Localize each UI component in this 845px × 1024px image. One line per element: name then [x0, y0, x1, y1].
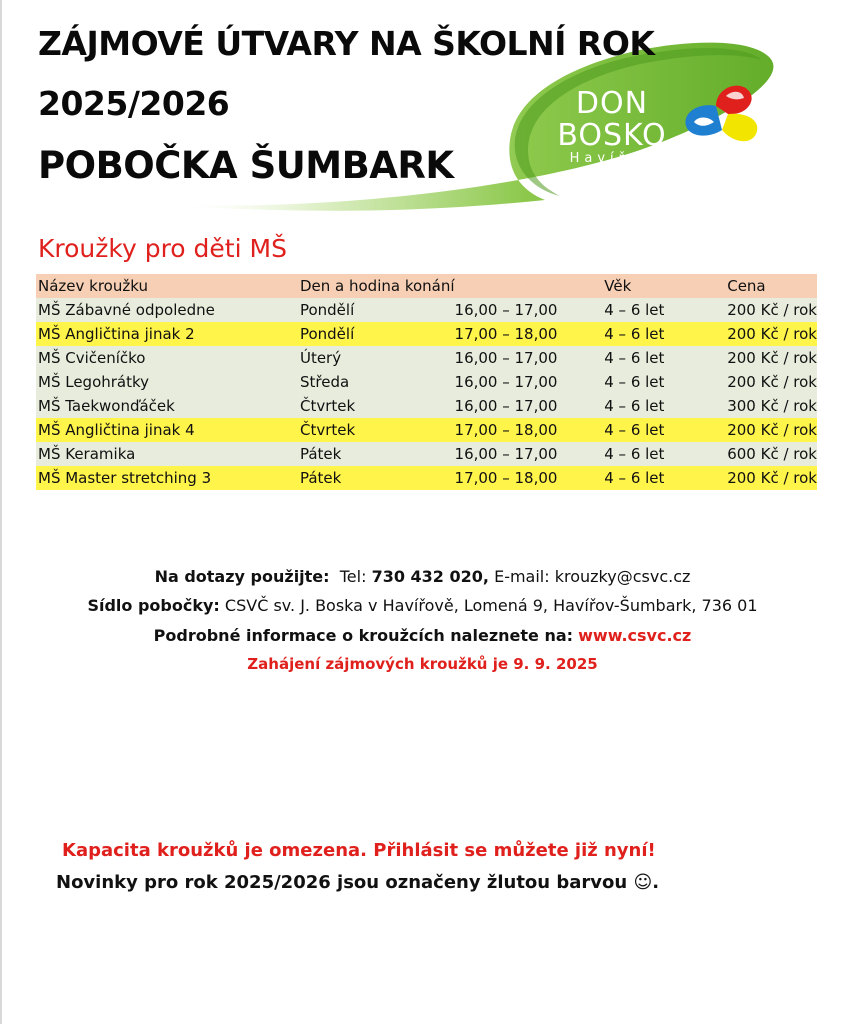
table-row [36, 418, 817, 442]
cell-course-name: MŠ Zábavné odpoledne [38, 301, 215, 319]
tel-value[interactable]: 730 432 020, [371, 567, 489, 586]
website-link[interactable]: www.csvc.cz [578, 626, 692, 645]
capacity-notice: Kapacita kroužků je omezena. Přihlásit se můžete již nyní! [62, 840, 656, 861]
cell-time: 16,00 – 17,00 [454, 301, 558, 319]
cell-course-name: MŠ Master stretching 3 [38, 469, 212, 487]
col-header-name: Název kroužku [36, 274, 298, 298]
page-title-line-2: 2025/2026 [38, 84, 230, 123]
info-text: Podrobné informace o kroužcích naleznete na: [153, 626, 574, 645]
seat-value: CSVČ sv. J. Boska v Havířově, Lomená 9, Havířov-Šumbark, 736 01 [224, 596, 758, 615]
cell-day: Středa [299, 373, 350, 391]
contact-line [0, 567, 845, 586]
cell-day: Čtvrtek [299, 397, 356, 415]
cell-age: 4 – 6 let [604, 445, 665, 463]
cell-price: 200 Kč / rok [727, 301, 817, 319]
cell-age: 4 – 6 let [604, 349, 665, 367]
cell-age: 4 – 6 let [604, 325, 665, 343]
logo-line-city: Havířov [569, 151, 655, 166]
table-row [36, 370, 817, 394]
logo-line-bosko: BOSKO [557, 118, 667, 153]
cell-time: 16,00 – 17,00 [454, 373, 558, 391]
section-title: Kroužky pro děti MŠ [38, 234, 287, 263]
cell-age: 4 – 6 let [604, 421, 665, 439]
cell-price: 200 Kč / rok [727, 349, 817, 367]
cell-price: 600 Kč / rok [727, 445, 817, 463]
cell-price: 200 Kč / rok [727, 421, 817, 439]
email-value[interactable]: krouzky@csvc.cz [554, 567, 691, 586]
table-body [36, 298, 817, 490]
seat-line [0, 596, 845, 615]
heart-logo-icon [676, 76, 768, 152]
table-row [36, 442, 817, 466]
cell-day: Pátek [299, 445, 342, 463]
seat-label: Sídlo pobočky: [87, 596, 220, 615]
page-title-line-1: ZÁJMOVÉ ÚTVARY NA ŠKOLNÍ ROK [38, 24, 655, 63]
cell-price: 300 Kč / rok [727, 397, 817, 415]
cell-age: 4 – 6 let [604, 469, 665, 487]
cell-time: 17,00 – 18,00 [454, 421, 558, 439]
cell-course-name: MŠ Taekwonďáček [38, 397, 175, 415]
start-date-notice: Zahájení zájmových kroužků je 9. 9. 2025 [247, 655, 598, 673]
don-bosko-logo [548, 88, 676, 166]
courses-table [36, 274, 817, 490]
cell-price: 200 Kč / rok [727, 373, 817, 391]
cell-day: Pátek [299, 469, 342, 487]
table-row [36, 298, 817, 322]
col-header-schedule-cont [455, 274, 605, 298]
cell-course-name: MŠ Legohrátky [38, 373, 150, 391]
table-row [36, 346, 817, 370]
cell-day: Úterý [299, 349, 342, 367]
table-row [36, 322, 817, 346]
cell-course-name: MŠ Cvičeníčko [38, 349, 146, 367]
table-header-row [36, 274, 817, 298]
cell-course-name: MŠ Angličtina jinak 4 [38, 421, 195, 439]
table-row [36, 394, 817, 418]
table-row [36, 466, 817, 490]
cell-course-name: MŠ Angličtina jinak 2 [38, 325, 195, 343]
cell-time: 16,00 – 17,00 [454, 397, 558, 415]
cell-age: 4 – 6 let [604, 373, 665, 391]
col-header-price: Cena [727, 274, 817, 298]
page-title-branch: POBOČKA ŠUMBARK [38, 144, 454, 187]
info-line [0, 626, 845, 645]
cell-price: 200 Kč / rok [727, 469, 817, 487]
cell-price: 200 Kč / rok [727, 325, 817, 343]
cell-time: 16,00 – 17,00 [454, 445, 558, 463]
logo-line-don: DON [575, 86, 649, 121]
contact-prefix: Na dotazy použijte: [154, 567, 330, 586]
cell-time: 17,00 – 18,00 [454, 469, 558, 487]
email-label: E-mail: [494, 567, 550, 586]
cell-course-name: MŠ Keramika [38, 445, 136, 463]
cell-age: 4 – 6 let [604, 301, 665, 319]
tel-label: Tel: [339, 567, 367, 586]
cell-day: Pondělí [299, 301, 355, 319]
cell-day: Pondělí [299, 325, 355, 343]
cell-time: 17,00 – 18,00 [454, 325, 558, 343]
news-notice: Novinky pro rok 2025/2026 jsou označeny žlutou barvou ☺. [56, 872, 660, 893]
cell-age: 4 – 6 let [604, 397, 665, 415]
col-header-age: Věk [604, 274, 727, 298]
col-header-schedule: Den a hodina konání [298, 274, 455, 298]
cell-day: Čtvrtek [299, 421, 356, 439]
cell-time: 16,00 – 17,00 [454, 349, 558, 367]
